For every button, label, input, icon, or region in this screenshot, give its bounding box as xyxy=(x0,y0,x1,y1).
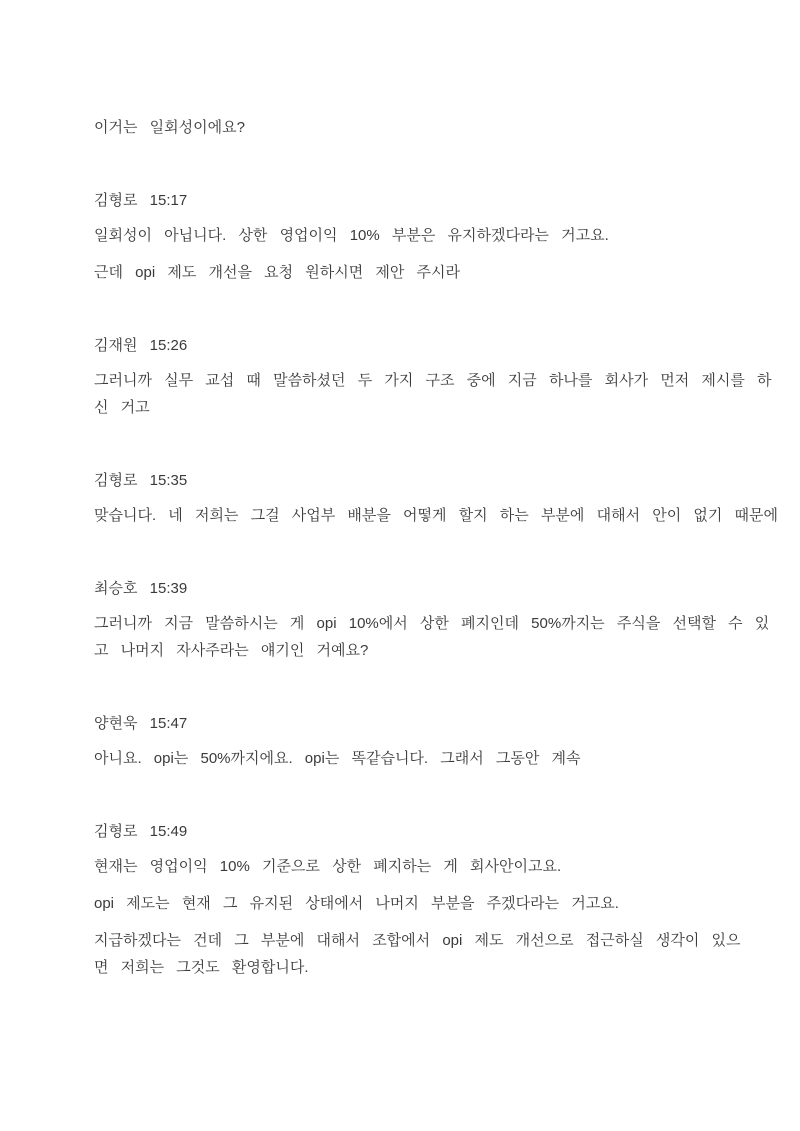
text-line: 아니요. opi는 50%까지에요. opi는 똑같습니다. 그래서 그동안 계속 xyxy=(94,750,581,767)
utterance-paragraph xyxy=(94,927,741,981)
text-line: 맞습니다. 네 저희는 그걸 사업부 배분을 어떻게 할지 하는 부분에 대해서 안이 없기 때문에 xyxy=(94,507,778,524)
speaker-line xyxy=(94,818,706,845)
speaker-name: 최승호 xyxy=(94,580,138,597)
utterance-paragraph xyxy=(94,745,706,772)
speaker-name: 김형로 xyxy=(94,472,138,489)
speaker-line xyxy=(94,187,706,214)
speaker-line xyxy=(94,467,706,494)
text-line: opi 제도는 현재 그 유지된 상태에서 나머지 부분을 주겠다라는 거고요. xyxy=(94,895,619,912)
utterance-paragraph xyxy=(94,114,706,141)
text-line: 고 나머지 자사주라는 얘기인 거예요? xyxy=(94,642,369,659)
speech-block xyxy=(94,332,772,421)
timestamp: 15:26 xyxy=(149,337,188,354)
utterance-paragraph xyxy=(94,853,706,880)
timestamp: 15:49 xyxy=(149,823,188,840)
speaker-line xyxy=(94,710,706,737)
utterance-paragraph xyxy=(94,502,778,529)
speaker-name: 양현욱 xyxy=(94,715,138,732)
utterance-paragraph xyxy=(94,367,772,421)
speech-block xyxy=(94,710,706,772)
timestamp: 15:17 xyxy=(149,192,188,209)
text-line: 현재는 영업이익 10% 기준으로 상한 폐지하는 게 회사안이고요. xyxy=(94,858,562,875)
speaker-name: 김형로 xyxy=(94,192,138,209)
text-line: 그러니까 실무 교섭 때 말씀하셨던 두 가지 구조 중에 지금 하나를 회사가 먼저 제시를 하 xyxy=(94,372,772,389)
text-line: 근데 opi 제도 개선을 요청 원하시면 제안 주시라 xyxy=(94,264,461,281)
timestamp: 15:35 xyxy=(149,472,188,489)
speech-block xyxy=(94,467,778,529)
transcript xyxy=(94,114,778,981)
speaker-line xyxy=(94,332,706,359)
timestamp: 15:39 xyxy=(149,580,188,597)
text-line: 이거는 일회성이에요? xyxy=(94,119,245,136)
text-line: 일회성이 아닙니다. 상한 영업이익 10% 부분은 유지하겠다라는 거고요. xyxy=(94,227,609,244)
timestamp: 15:47 xyxy=(149,715,188,732)
speaker-name: 김형로 xyxy=(94,823,138,840)
text-line: 지급하겠다는 건데 그 부분에 대해서 조합에서 opi 제도 개선으로 접근하실 생각이 있으 xyxy=(94,932,741,949)
utterance-paragraph xyxy=(94,890,706,917)
utterance-paragraph xyxy=(94,222,706,249)
speaker-line xyxy=(94,575,706,602)
utterance-paragraph xyxy=(94,610,770,664)
text-line: 신 거고 xyxy=(94,399,150,416)
speech-block xyxy=(94,114,706,141)
speech-block xyxy=(94,818,741,981)
speech-block xyxy=(94,575,770,664)
text-line: 면 저희는 그것도 환영합니다. xyxy=(94,959,309,976)
utterance-paragraph xyxy=(94,259,706,286)
speech-block xyxy=(94,187,706,286)
speaker-name: 김재원 xyxy=(94,337,138,354)
text-line: 그러니까 지금 말씀하시는 게 opi 10%에서 상한 폐지인데 50%까지는 주식을 선택할 수 있 xyxy=(94,615,770,632)
